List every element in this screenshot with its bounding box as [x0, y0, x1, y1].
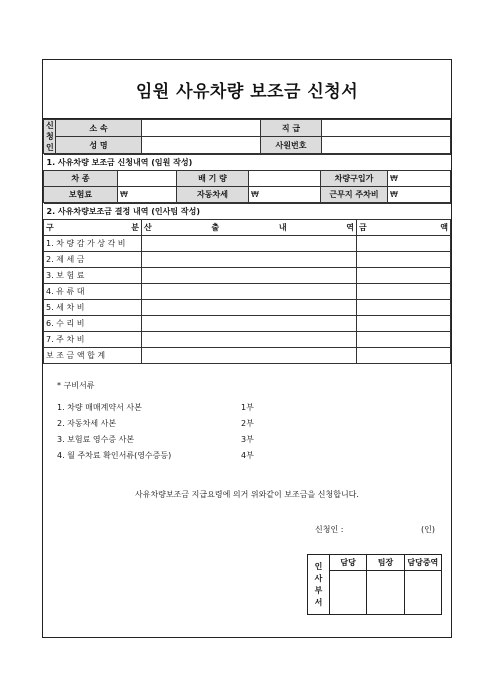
approval-col-header: 담당	[330, 555, 367, 571]
total-row-label: 보 조 금 액 합 계	[44, 348, 142, 364]
calc-field[interactable]	[142, 268, 357, 284]
table-row	[44, 268, 451, 284]
application-form	[42, 59, 452, 638]
section1-heading: 1. 사유차량 보조금 신청내역 (임원 작성)	[44, 155, 451, 171]
won-sign: ₩	[120, 190, 128, 199]
application-statement: 사유차량보조금 지급요령에 의거 위와같이 보조금을 신청합니다.	[135, 490, 359, 499]
title-area	[43, 60, 451, 119]
approval-sign-box[interactable]	[404, 571, 441, 615]
row-label: 2. 제 세 금	[44, 252, 142, 268]
insurance-label: 보험료	[44, 187, 118, 203]
car-tax-field[interactable]	[249, 187, 321, 203]
parking-field[interactable]	[388, 187, 451, 203]
displacement-label: 배 기 량	[177, 171, 249, 187]
amount-field[interactable]	[357, 284, 451, 300]
applicant-side-label: 신 청 인	[44, 120, 56, 154]
name-label: 성 명	[56, 137, 142, 154]
won-sign: ₩	[390, 174, 398, 183]
section1-table	[43, 154, 451, 203]
affiliation-label: 소 속	[56, 120, 142, 137]
calc-field[interactable]	[142, 332, 357, 348]
approval-table	[307, 554, 442, 615]
seal-mark: (인)	[421, 525, 435, 534]
applicant-table	[43, 119, 451, 154]
form-title: 임원 사유차량 보조금 신청서	[135, 81, 359, 102]
amount-header-right: 액	[440, 223, 448, 232]
section2-heading: 2. 사유차량보조금 결정 내역 (인사팀 작성)	[44, 204, 451, 220]
approval-sign-box[interactable]	[330, 571, 367, 615]
calc-header-char: 산	[144, 223, 152, 232]
list-item	[57, 415, 451, 431]
table-row	[44, 236, 451, 252]
purchase-price-label: 차량구입가	[321, 171, 388, 187]
applicant-sign-label: 신청인 :	[315, 525, 344, 534]
amount-field[interactable]	[357, 268, 451, 284]
calc-header	[142, 220, 357, 236]
displacement-field[interactable]	[249, 171, 321, 187]
calc-field[interactable]	[142, 236, 357, 252]
category-header	[44, 220, 142, 236]
row-label: 6. 수 리 비	[44, 316, 142, 332]
calc-field[interactable]	[142, 284, 357, 300]
document-name: 4. 월 주차료 확인서류(영수증등)	[57, 450, 172, 460]
amount-field[interactable]	[357, 348, 451, 364]
approval-col-header: 담당중역	[404, 555, 441, 571]
purchase-price-field[interactable]	[388, 171, 451, 187]
amount-field[interactable]	[357, 332, 451, 348]
row-label: 7. 주 차 비	[44, 332, 142, 348]
applicant-signature	[315, 524, 435, 535]
car-tax-label: 자동차세	[177, 187, 249, 203]
approval-side-label: 인 사 부 서	[308, 555, 330, 615]
amount-header-left: 금	[359, 223, 367, 232]
calc-header-char: 내	[278, 223, 287, 232]
won-sign: ₩	[390, 190, 398, 199]
insurance-field[interactable]	[118, 187, 177, 203]
table-row	[44, 300, 451, 316]
calc-header-char: 출	[211, 223, 220, 232]
car-type-field[interactable]	[118, 171, 177, 187]
table-row	[44, 284, 451, 300]
list-item	[57, 447, 451, 463]
list-item	[57, 399, 451, 415]
calc-header-char: 역	[346, 223, 354, 232]
amount-field[interactable]	[357, 236, 451, 252]
calc-field[interactable]	[142, 252, 357, 268]
employee-no-field[interactable]	[322, 137, 451, 154]
calc-field[interactable]	[142, 300, 357, 316]
position-field[interactable]	[322, 120, 451, 137]
row-label: 5. 세 차 비	[44, 300, 142, 316]
table-row	[44, 332, 451, 348]
table-row	[44, 316, 451, 332]
amount-header	[357, 220, 451, 236]
amount-field[interactable]	[357, 252, 451, 268]
document-name: 2. 자동차세 사본	[57, 418, 117, 428]
affiliation-field[interactable]	[142, 120, 261, 137]
amount-field[interactable]	[357, 300, 451, 316]
position-label: 직 급	[261, 120, 322, 137]
document-name: 1. 차량 매매계약서 사본	[57, 402, 142, 412]
parking-label: 근무지 주차비	[321, 187, 388, 203]
calc-field[interactable]	[142, 316, 357, 332]
table-row	[44, 348, 451, 364]
amount-field[interactable]	[357, 316, 451, 332]
car-type-label: 차 종	[44, 171, 118, 187]
document-count: 2부	[241, 418, 254, 428]
approval-col-header: 팀장	[367, 555, 404, 571]
document-count: 3부	[241, 434, 254, 444]
employee-no-label: 사원번호	[261, 137, 322, 154]
won-sign: ₩	[251, 190, 259, 199]
row-label: 4. 유 류 대	[44, 284, 142, 300]
row-label: 3. 보 험 료	[44, 268, 142, 284]
approval-sign-box[interactable]	[367, 571, 404, 615]
category-header-right: 분	[131, 223, 139, 232]
list-item	[57, 431, 451, 447]
row-label: 1. 차 량 감 가 상 각 비	[44, 236, 142, 252]
category-header-left: 구	[46, 223, 54, 232]
document-count: 1부	[241, 402, 254, 412]
document-count: 4부	[241, 450, 254, 460]
name-field[interactable]	[142, 137, 261, 154]
section2-table	[43, 203, 451, 364]
document-name: 3. 보험료 영수증 사본	[57, 434, 135, 444]
documents-heading: * 구비서류	[57, 381, 95, 390]
required-documents	[43, 364, 451, 463]
calc-field[interactable]	[142, 348, 357, 364]
table-row	[44, 252, 451, 268]
